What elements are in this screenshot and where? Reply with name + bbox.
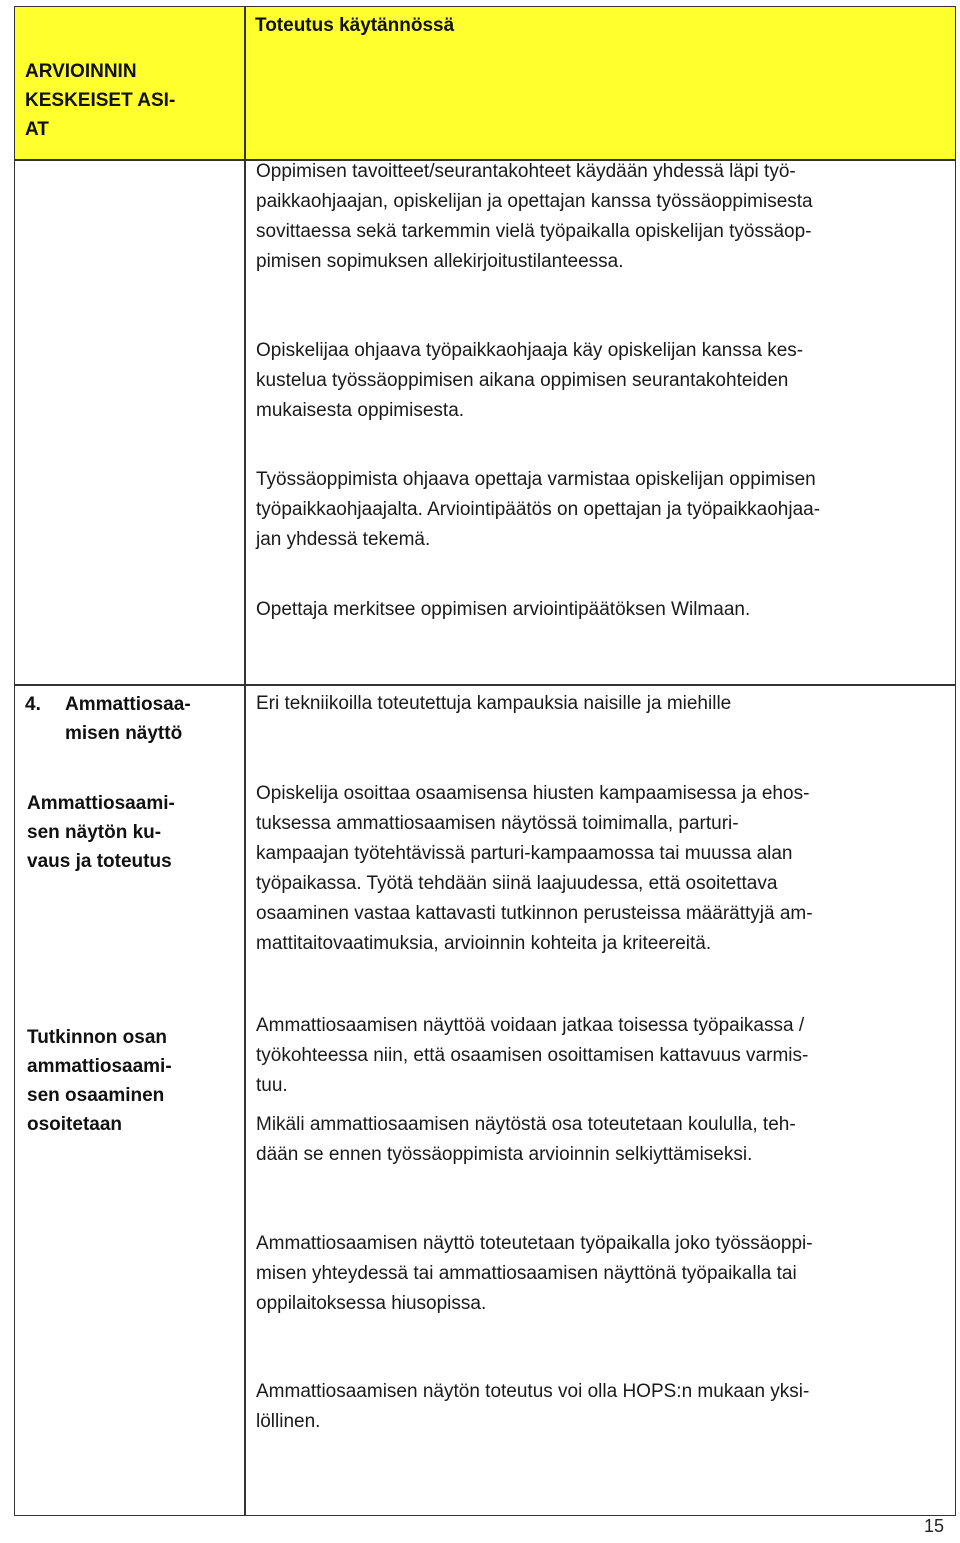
demonstrated-paragraph-3: Ammattiosaamisen näyttö toteutetaan työpaikalla joko työssäoppi- misen yhteydessä tai ammattiosaamisen näyttönä työpaikalla tai oppilaitoksessa hiusopissa.: [256, 1233, 813, 1314]
section-label: Ammattiosaa- misen näyttö: [65, 694, 191, 744]
assessment-table: [14, 6, 956, 1516]
header-right-title: Toteutus käytännössä: [255, 15, 455, 36]
column-divider: [244, 7, 246, 1515]
practice-paragraph-4: Opettaja merkitsee oppimisen arviointipäätöksen Wilmaan.: [256, 599, 751, 620]
section-number: 4.: [25, 694, 41, 715]
description-label: Ammattiosaami- sen näytön ku- vaus ja toteutus: [27, 793, 175, 872]
page-number: 15: [923, 1516, 944, 1536]
practice-paragraph-3: Työssäoppimista ohjaava opettaja varmistaa opiskelijan oppimisen työpaikkaohjaajalta. Arviointipäätös on opettajan ja työpaikkaohjaa- jan yhdessä tekemä.: [256, 469, 821, 550]
practice-paragraph-2: Opiskelijaa ohjaava työpaikkaohjaaja käy opiskelijan kanssa kes- kustelua työssäoppimisen aikana oppimisen seurantakohteiden mukaisesta oppimisesta.: [256, 340, 804, 421]
description-text: Opiskelija osoittaa osaamisensa hiusten kampaamisessa ja ehos- tuksessa ammattiosaamisen näytössä toimimalla, parturi- kampaajan työtehtävissä parturi-kampaamossa tai muussa alan työpaikassa. Työtä tehdään siinä laajuudessa, että osoitettava osaaminen vastaa kattavasti tutkinnon perusteissa määrättyjä am- mattitaitovaatimuksia, arvioinnin kohteita ja kriteereitä.: [256, 783, 813, 954]
section-text: Eri tekniikoilla toteutettuja kampauksia naisille ja miehille: [256, 693, 732, 714]
demonstrated-paragraph-4: Ammattiosaamisen näytön toteutus voi olla HOPS:n mukaan yksi- löllinen.: [256, 1381, 810, 1432]
demonstrated-paragraph-2: Mikäli ammattiosaamisen näytöstä osa toteutetaan koululla, teh- dään se ennen työssäoppimista arvioinnin selkiyttämiseksi.: [256, 1114, 796, 1165]
demonstrated-label: Tutkinnon osan ammattiosaami- sen osaaminen osoitetaan: [27, 1027, 172, 1135]
header-left-title: ARVIOINNIN KESKEISET ASI- AT: [25, 61, 176, 140]
practice-paragraph-1: Oppimisen tavoitteet/seurantakohteet käydään yhdessä läpi työ- paikkaohjaajan, opiskelijan ja opettajan kanssa työssäoppimisesta sovittaessa sekä tarkemmin vielä työpaikalla opiskelijan työssäop- pimisen sopimuksen allekirjoitustilanteessa.: [256, 161, 813, 272]
row-divider: [15, 684, 955, 686]
demonstrated-paragraph-1: Ammattiosaamisen näyttöä voidaan jatkaa toisessa työpaikassa / työkohteessa niin, että osaamisen osoittamisen kattavuus varmis- tuu.: [256, 1015, 809, 1096]
